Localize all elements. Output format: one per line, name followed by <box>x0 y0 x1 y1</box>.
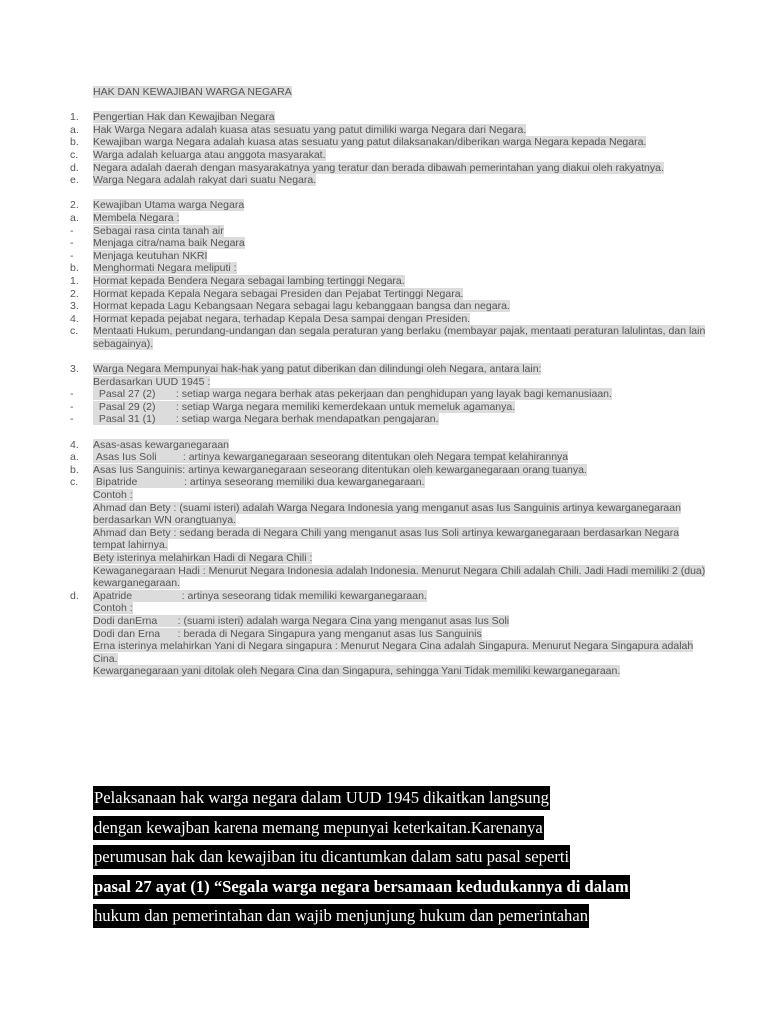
paragraph-line-bold: pasal 27 ayat (1) “Segala warga negara bersamaan kedudukannya di dalam <box>93 872 693 902</box>
list-item: - Sebagai rasa cinta tanah air <box>70 224 224 237</box>
section-1-heading: 1. Pengertian Hak dan Kewajiban Negara <box>70 111 275 124</box>
list-item: 2. Hormat kepada Kepala Negara sebagai Presiden dan Pejabat Tertinggi Negara. <box>70 287 464 300</box>
list-item: - Pasal 31 (1) : setiap warga Negara berhak mendapatkan pengajaran. <box>70 413 439 426</box>
list-item: b. Menghormati Negara meliputi : <box>70 262 237 275</box>
list-item: d. Apatride : artinya seseorang tidak memiliki kewarganegaraan. <box>70 589 427 602</box>
document-body <box>70 86 710 678</box>
example-line: Dodi danErna : (suami isteri) adalah warga Negara Cina yang menganut asas Ius Soli <box>93 614 510 627</box>
list-item: a. Asas Ius Soli : artinya kewarganegaraan seseorang ditentukan oleh Negara tempat kelahirannya <box>70 451 569 464</box>
list-item: a. Membela Negara : <box>70 211 180 224</box>
list-item: - Menjaga keutuhan NKRI <box>70 249 208 262</box>
list-item: b. Kewajiban warga Negara adalah kuasa atas sesuatu yang patut dilaksanakan/diberikan warga Negara kepada Negara. <box>70 136 647 149</box>
example-line: Ahmad dan Bety : (suami isteri) adalah Warga Negara Indonesia yang menganut asas Ius Sanguinis artinya kewarganegaraan berdasarkan WN orangtuanya. <box>93 501 681 527</box>
example-line: Kewarganegaraan yani ditolak oleh Negara Cina dan Singapura, sehingga Yani Tidak memiliki kewarganegaraan. <box>93 665 621 678</box>
list-item: 3. Hormat kepada Lagu Kebangsaan Negara sebagai lagu kebanggaan bangsa dan negara. <box>70 300 510 313</box>
highlighted-paragraph <box>93 783 693 931</box>
example-line: Contoh : <box>93 489 133 501</box>
example-line: Contoh : <box>93 602 133 615</box>
list-item: c. Mentaati Hukum, perundang-undangan dan segala peraturan yang berlaku (membayar pajak, mentaati peraturan lalulintas, dan lain sebagainya). <box>70 325 706 350</box>
section-2-heading: 2. Kewajiban Utama warga Negara <box>70 199 245 212</box>
section-3-sub: Berdasarkan UUD 1945 : <box>93 375 211 388</box>
example-line: Ahmad dan Bety : sedang berada di Negara Chili yang menganut asas Ius Soli artinya kewarganegaraan berdasarkan Negara tempat lahirnya. <box>93 526 680 552</box>
example-line: Erna isterinya melahirkan Yani di Negara singapura : Menurut Negara Cina adalah Singapura. Menurut Negara Singapura adalah Cina. <box>93 640 694 665</box>
paragraph-line: hukum dan pemerintahan dan wajib menjunjung hukum dan pemerintahan <box>93 901 693 931</box>
example-line: Dodi dan Erna : berada di Negara Singapura yang menganut asas Ius Sanguinis <box>93 627 482 640</box>
list-item: b. Asas Ius Sanguinis: artinya kewarganegaraan seseorang ditentukan oleh kewarganegaraan orang tuanya. <box>70 463 587 476</box>
example-line: Kewaganegaraan Hadi : Menurut Negara Indonesia adalah Indonesia. Menurut Negara Chili adalah Chili. Jadi Hadi memiliki 2 (dua) kewarganegaraan. <box>93 564 706 590</box>
list-item: c. Bipatride : artinya seseorang memiliki dua kewarganegaraan. <box>70 476 425 489</box>
list-item: c. Warga adalah keluarga atau anggota masyarakat. <box>70 148 326 161</box>
list-item: 1. Hormat kepada Bendera Negara sebagai lambing tertinggi Negara. <box>70 274 405 287</box>
list-item: e. Warga Negara adalah rakyat dari suatu Negara. <box>70 174 317 187</box>
list-item: - Pasal 27 (2) : setiap warga negara berhak atas pekerjaan dan penghidupan yang layak bagi kemanusiaan. <box>70 388 612 401</box>
list-item: 4. Hormat kepada pejabat negara, terhadap Kepala Desa sampai dengan Presiden. <box>70 312 471 325</box>
section-3-heading: 3. Warga Negara Mempunyai hak-hak yang patut diberikan dan dilindungi oleh Negara, antara lain: <box>70 363 542 376</box>
list-item: d. Negara adalah daerah dengan masyarakatnya yang teratur dan berada dibawah pemerintahan yang diakui oleh rakyatnya. <box>70 161 664 174</box>
paragraph-line: perumusan hak dan kewajiban itu dicantumkan dalam satu pasal seperti <box>93 842 693 872</box>
section-4-heading: 4. Asas-asas kewarganegaraan <box>70 438 229 451</box>
document-title: HAK DAN KEWAJIBAN WARGA NEGARA <box>93 86 292 98</box>
example-line: Bety isterinya melahirkan Hadi di Negara Chili : <box>93 551 313 564</box>
paragraph-line: dengan kewajban karena memang mepunyai keterkaitan.Karenanya <box>93 813 693 843</box>
paragraph-line: Pelaksanaan hak warga negara dalam UUD 1945 dikaitkan langsung <box>93 783 693 813</box>
list-item: a. Hak Warga Negara adalah kuasa atas sesuatu yang patut dimiliki warga Negara dari Negara. <box>70 123 527 136</box>
list-item: - Pasal 29 (2) : setiap Warga negara memiliki kemerdekaan untuk memeluk agamanya. <box>70 400 516 413</box>
list-item: - Menjaga citra/nama baik Negara <box>70 237 245 250</box>
